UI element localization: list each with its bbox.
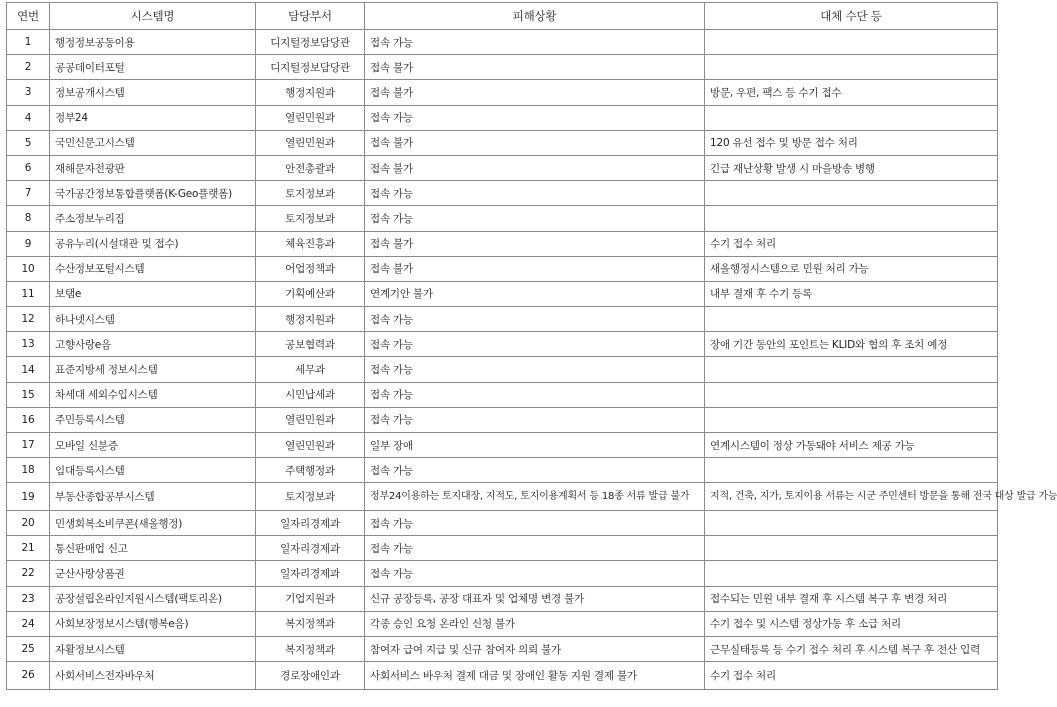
cell-system-name: 재해문자전광판: [50, 155, 256, 180]
cell-department: 행정지원과: [256, 80, 365, 105]
cell-no: 21: [7, 536, 50, 561]
cell-system-name: 부동산종합공부시스템: [50, 483, 256, 511]
cell-system-name: 민생회복소비쿠폰(새올행정): [50, 510, 256, 535]
cell-department: 토지정보과: [256, 206, 365, 231]
cell-no: 26: [7, 662, 50, 690]
table-row: [7, 586, 998, 611]
cell-alternative: 120 유선 접수 및 방문 접수 처리: [705, 130, 998, 155]
cell-system-name: 표준지방세 정보시스템: [50, 357, 256, 382]
cell-alternative: 연계시스템이 정상 가동돼야 서비스 제공 가능: [705, 433, 998, 458]
header-damage: 피해상황: [365, 3, 705, 30]
cell-department: 일자리경제과: [256, 536, 365, 561]
cell-no: 6: [7, 155, 50, 180]
cell-system-name: 군산사랑상품권: [50, 561, 256, 586]
cell-damage-status: 접속 불가: [365, 155, 705, 180]
cell-alternative: 지적, 건축, 지가, 토지이용 서류는 시군 주민센터 방문을 통해 전국 대상 발급 가능: [705, 483, 998, 511]
table-row: [7, 307, 998, 332]
cell-damage-status: 연계기안 불가: [365, 281, 705, 306]
cell-alternative: 수기 접수 및 시스템 정상가동 후 소급 처리: [705, 611, 998, 636]
cell-damage-status: 신규 공장등록, 공장 대표자 및 업체명 변경 불가: [365, 586, 705, 611]
cell-no: 24: [7, 611, 50, 636]
table-row: [7, 181, 998, 206]
cell-no: 11: [7, 281, 50, 306]
header-alternative: 대체 수단 등: [705, 3, 998, 30]
table-row: [7, 433, 998, 458]
table-row: [7, 662, 998, 690]
cell-no: 17: [7, 433, 50, 458]
table-row: [7, 155, 998, 180]
cell-damage-status: 접속 가능: [365, 30, 705, 55]
cell-system-name: 사회서비스전자바우처: [50, 662, 256, 690]
table-row: [7, 281, 998, 306]
cell-alternative: [705, 510, 998, 535]
cell-system-name: 공장설립온라인지원시스템(팩토리온): [50, 586, 256, 611]
cell-no: 13: [7, 332, 50, 357]
cell-department: 열린민원과: [256, 433, 365, 458]
cell-department: 어업정책과: [256, 256, 365, 281]
table-row: [7, 231, 998, 256]
cell-system-name: 국민신문고시스템: [50, 130, 256, 155]
table-row: [7, 130, 998, 155]
cell-damage-status: 참여자 급여 지급 및 신규 참여자 의뢰 불가: [365, 636, 705, 661]
table-row: [7, 611, 998, 636]
cell-alternative: 근무실태등록 등 수기 접수 처리 후 시스템 복구 후 전산 입력: [705, 636, 998, 661]
cell-department: 일자리경제과: [256, 510, 365, 535]
cell-department: 열린민원과: [256, 130, 365, 155]
cell-alternative: [705, 30, 998, 55]
table-row: [7, 332, 998, 357]
cell-alternative: [705, 458, 998, 483]
cell-alternative: 긴급 재난상황 발생 시 마을방송 병행: [705, 155, 998, 180]
cell-no: 18: [7, 458, 50, 483]
cell-system-name: 차세대 세외수입시스템: [50, 382, 256, 407]
cell-no: 1: [7, 30, 50, 55]
cell-department: 행정지원과: [256, 307, 365, 332]
cell-damage-status: 접속 가능: [365, 181, 705, 206]
cell-damage-status: 접속 불가: [365, 80, 705, 105]
cell-department: 주택행정과: [256, 458, 365, 483]
cell-damage-status: 정부24이용하는 토지대장, 지적도, 토지이용계획서 등 18종 서류 발급 불가: [365, 483, 705, 511]
cell-department: 토지정보과: [256, 483, 365, 511]
cell-system-name: 공유누리(시설대관 및 접수): [50, 231, 256, 256]
cell-no: 16: [7, 407, 50, 432]
cell-alternative: [705, 561, 998, 586]
cell-damage-status: 접속 불가: [365, 231, 705, 256]
table-row: [7, 483, 998, 511]
cell-damage-status: 접속 가능: [365, 307, 705, 332]
cell-system-name: 국가공간정보통합플랫폼(K-Geo플랫폼): [50, 181, 256, 206]
cell-system-name: 보탬e: [50, 281, 256, 306]
cell-department: 체육진흥과: [256, 231, 365, 256]
header-dept: 담당부서: [256, 3, 365, 30]
cell-damage-status: 접속 가능: [365, 561, 705, 586]
cell-damage-status: 각종 승인 요청 온라인 신청 불가: [365, 611, 705, 636]
cell-alternative: [705, 307, 998, 332]
table-row: [7, 382, 998, 407]
cell-damage-status: 접속 가능: [365, 382, 705, 407]
table-row: [7, 105, 998, 130]
cell-alternative: 방문, 우편, 팩스 등 수기 접수: [705, 80, 998, 105]
cell-alternative: [705, 206, 998, 231]
cell-department: 세무과: [256, 357, 365, 382]
cell-no: 15: [7, 382, 50, 407]
cell-department: 경로장애인과: [256, 662, 365, 690]
cell-system-name: 주소정보누리집: [50, 206, 256, 231]
table-row: [7, 30, 998, 55]
cell-alternative: 장애 기간 동안의 포인트는 KLID와 협의 후 조치 예정: [705, 332, 998, 357]
table-row: [7, 458, 998, 483]
cell-department: 디지털정보담당관: [256, 30, 365, 55]
cell-damage-status: 접속 가능: [365, 510, 705, 535]
cell-department: 기획예산과: [256, 281, 365, 306]
cell-system-name: 모바일 신분증: [50, 433, 256, 458]
cell-no: 20: [7, 510, 50, 535]
table-row: [7, 561, 998, 586]
table-row: [7, 357, 998, 382]
cell-no: 4: [7, 105, 50, 130]
cell-alternative: 접수되는 민원 내부 결재 후 시스템 복구 후 변경 처리: [705, 586, 998, 611]
cell-alternative: 수기 접수 처리: [705, 662, 998, 690]
table-row: [7, 80, 998, 105]
cell-damage-status: 접속 가능: [365, 332, 705, 357]
cell-no: 12: [7, 307, 50, 332]
cell-department: 토지정보과: [256, 181, 365, 206]
cell-system-name: 고향사랑e음: [50, 332, 256, 357]
cell-no: 5: [7, 130, 50, 155]
cell-department: 열린민원과: [256, 407, 365, 432]
cell-alternative: [705, 105, 998, 130]
cell-system-name: 통신판매업 신고: [50, 536, 256, 561]
cell-no: 2: [7, 55, 50, 80]
cell-no: 19: [7, 483, 50, 511]
cell-no: 14: [7, 357, 50, 382]
cell-alternative: [705, 357, 998, 382]
cell-department: 복지정책과: [256, 611, 365, 636]
cell-system-name: 사회보장정보시스템(행복e음): [50, 611, 256, 636]
cell-system-name: 자활정보시스템: [50, 636, 256, 661]
table-row: [7, 636, 998, 661]
table-row: [7, 510, 998, 535]
table-header: [7, 3, 998, 30]
cell-damage-status: 접속 가능: [365, 536, 705, 561]
cell-no: 8: [7, 206, 50, 231]
cell-alternative: [705, 181, 998, 206]
cell-alternative: [705, 407, 998, 432]
cell-department: 복지정책과: [256, 636, 365, 661]
cell-alternative: 내부 결재 후 수기 등록: [705, 281, 998, 306]
cell-system-name: 임대등록시스템: [50, 458, 256, 483]
cell-department: 안전총괄과: [256, 155, 365, 180]
table-row: [7, 536, 998, 561]
cell-department: 일자리경제과: [256, 561, 365, 586]
cell-system-name: 수산정보포털시스템: [50, 256, 256, 281]
cell-department: 열린민원과: [256, 105, 365, 130]
table-row: [7, 407, 998, 432]
cell-damage-status: 접속 불가: [365, 130, 705, 155]
cell-alternative: 새올행정시스템으로 민원 처리 가능: [705, 256, 998, 281]
table-row: [7, 55, 998, 80]
cell-department: 시민납세과: [256, 382, 365, 407]
cell-damage-status: 접속 불가: [365, 256, 705, 281]
table-body: [7, 30, 1057, 690]
cell-damage-status: 사회서비스 바우처 결제 대금 및 장애인 활동 지원 결제 불가: [365, 662, 705, 690]
cell-damage-status: 접속 가능: [365, 357, 705, 382]
cell-no: 23: [7, 586, 50, 611]
cell-damage-status: 접속 가능: [365, 407, 705, 432]
table-row: [7, 206, 998, 231]
cell-no: 7: [7, 181, 50, 206]
cell-alternative: [705, 536, 998, 561]
cell-damage-status: 접속 불가: [365, 55, 705, 80]
cell-alternative: [705, 382, 998, 407]
cell-department: 디지털정보담당관: [256, 55, 365, 80]
cell-damage-status: 접속 가능: [365, 458, 705, 483]
cell-system-name: 하나넷시스템: [50, 307, 256, 332]
cell-no: 9: [7, 231, 50, 256]
cell-no: 10: [7, 256, 50, 281]
cell-system-name: 행정정보공동이용: [50, 30, 256, 55]
cell-department: 기업지원과: [256, 586, 365, 611]
header-system: 시스템명: [50, 3, 256, 30]
cell-system-name: 주민등록시스템: [50, 407, 256, 432]
cell-no: 3: [7, 80, 50, 105]
cell-system-name: 정부24: [50, 105, 256, 130]
header-row: [7, 3, 998, 30]
cell-alternative: [705, 55, 998, 80]
cell-system-name: 정보공개시스템: [50, 80, 256, 105]
cell-system-name: 공공데이터포털: [50, 55, 256, 80]
cell-damage-status: 접속 가능: [365, 206, 705, 231]
system-status-table: [6, 2, 1057, 690]
cell-no: 25: [7, 636, 50, 661]
cell-department: 공보협력과: [256, 332, 365, 357]
cell-no: 22: [7, 561, 50, 586]
table-row: [7, 256, 998, 281]
header-no: 연번: [7, 3, 50, 30]
cell-alternative: 수기 접수 처리: [705, 231, 998, 256]
cell-damage-status: 일부 장애: [365, 433, 705, 458]
cell-damage-status: 접속 가능: [365, 105, 705, 130]
